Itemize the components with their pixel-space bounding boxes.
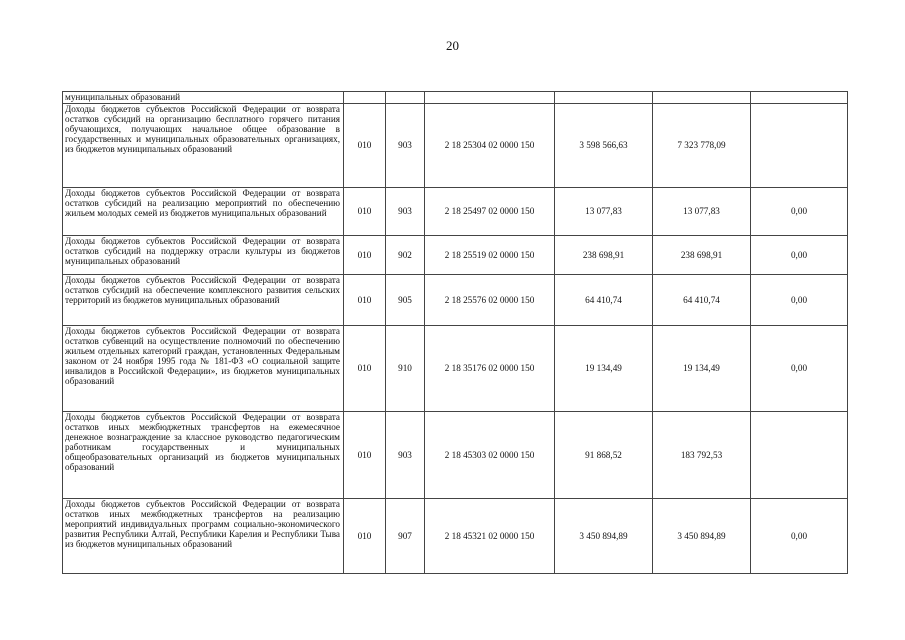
row-kbk-code: 2 18 25519 02 0000 150: [425, 236, 555, 275]
table-row: [63, 92, 848, 104]
row-value-3: 0,00: [751, 275, 848, 326]
row-code-b: 903: [386, 188, 425, 236]
row-value-1: 3 598 566,63: [555, 104, 653, 188]
row-description: муниципальных образований: [63, 92, 344, 104]
row-kbk-code: 2 18 35176 02 0000 150: [425, 326, 555, 412]
row-code-b: 902: [386, 236, 425, 275]
row-code-b: [386, 92, 425, 104]
row-code-a: 010: [344, 275, 386, 326]
row-description: Доходы бюджетов субъектов Российской Федерации от возврата остатков субсидий на обеспечение комплексного развития сельских территорий из бюджетов муниципальных образований: [63, 275, 344, 326]
row-code-b: 907: [386, 499, 425, 574]
row-value-2: 3 450 894,89: [653, 499, 751, 574]
row-value-1: 19 134,49: [555, 326, 653, 412]
row-value-2: 19 134,49: [653, 326, 751, 412]
row-description: Доходы бюджетов субъектов Российской Федерации от возврата остатков иных межбюджетных трансфертов на ежемесячное денежное вознаграждение за классное руководство педагогическим работникам государственных и муниципальных общеобразовательных организаций из бюджетов муниципальных образований: [63, 412, 344, 499]
row-kbk-code: [425, 92, 555, 104]
table-row: [63, 412, 848, 499]
row-description: Доходы бюджетов субъектов Российской Федерации от возврата остатков субсидий на поддержку отрасли культуры из бюджетов муниципальных образований: [63, 236, 344, 275]
row-value-2: 238 698,91: [653, 236, 751, 275]
row-code-a: 010: [344, 188, 386, 236]
table-body: [63, 92, 848, 574]
row-code-a: 010: [344, 236, 386, 275]
row-value-1: 3 450 894,89: [555, 499, 653, 574]
row-value-1: 64 410,74: [555, 275, 653, 326]
row-kbk-code: 2 18 25497 02 0000 150: [425, 188, 555, 236]
row-value-2: 7 323 778,09: [653, 104, 751, 188]
row-value-2: 183 792,53: [653, 412, 751, 499]
table-row: [63, 499, 848, 574]
row-value-3: [751, 92, 848, 104]
row-kbk-code: 2 18 25576 02 0000 150: [425, 275, 555, 326]
row-code-b: 910: [386, 326, 425, 412]
page-number: 20: [446, 38, 459, 53]
row-description: Доходы бюджетов субъектов Российской Федерации от возврата остатков субвенций на осуществление полномочий по обеспечению жильем отдельных категорий граждан, установленных Федеральным законом от 24 ноября 1995 года № 181-ФЗ «О социальной защите инвалидов в Российской Федерации», из бюджетов муниципальных образований: [63, 326, 344, 412]
table-row: [63, 104, 848, 188]
row-value-3: 0,00: [751, 499, 848, 574]
row-value-3: 0,00: [751, 188, 848, 236]
row-kbk-code: 2 18 45303 02 0000 150: [425, 412, 555, 499]
row-code-a: 010: [344, 412, 386, 499]
row-description: Доходы бюджетов субъектов Российской Федерации от возврата остатков иных межбюджетных трансфертов на реализацию мероприятий индивидуальных программ социально-экономического развития Республики Алтай, Республики Карелия и Республики Тыва из бюджетов муниципальных образований: [63, 499, 344, 574]
table-row: [63, 188, 848, 236]
row-code-a: 010: [344, 326, 386, 412]
row-code-a: [344, 92, 386, 104]
row-code-a: 010: [344, 499, 386, 574]
row-code-a: 010: [344, 104, 386, 188]
row-value-1: 238 698,91: [555, 236, 653, 275]
table-row: [63, 236, 848, 275]
row-value-2: [653, 92, 751, 104]
row-description: Доходы бюджетов субъектов Российской Федерации от возврата остатков субсидий на реализацию мероприятий по обеспечению жильем молодых семей из бюджетов муниципальных образований: [63, 188, 344, 236]
row-value-2: 64 410,74: [653, 275, 751, 326]
row-code-b: 903: [386, 412, 425, 499]
row-value-2: 13 077,83: [653, 188, 751, 236]
row-value-1: 13 077,83: [555, 188, 653, 236]
table-row: [63, 275, 848, 326]
row-value-1: [555, 92, 653, 104]
row-description: Доходы бюджетов субъектов Российской Федерации от возврата остатков субсидий на организацию бесплатного горячего питания обучающихся, получающих начальное общее образование в государственных и муниципальных образовательных организациях, из бюджетов муниципальных образований: [63, 104, 344, 188]
row-value-3: [751, 412, 848, 499]
row-kbk-code: 2 18 45321 02 0000 150: [425, 499, 555, 574]
row-value-1: 91 868,52: [555, 412, 653, 499]
revenue-table: [62, 91, 848, 574]
table-row: [63, 326, 848, 412]
row-kbk-code: 2 18 25304 02 0000 150: [425, 104, 555, 188]
row-value-3: 0,00: [751, 236, 848, 275]
row-code-b: 905: [386, 275, 425, 326]
row-value-3: [751, 104, 848, 188]
row-code-b: 903: [386, 104, 425, 188]
row-value-3: 0,00: [751, 326, 848, 412]
